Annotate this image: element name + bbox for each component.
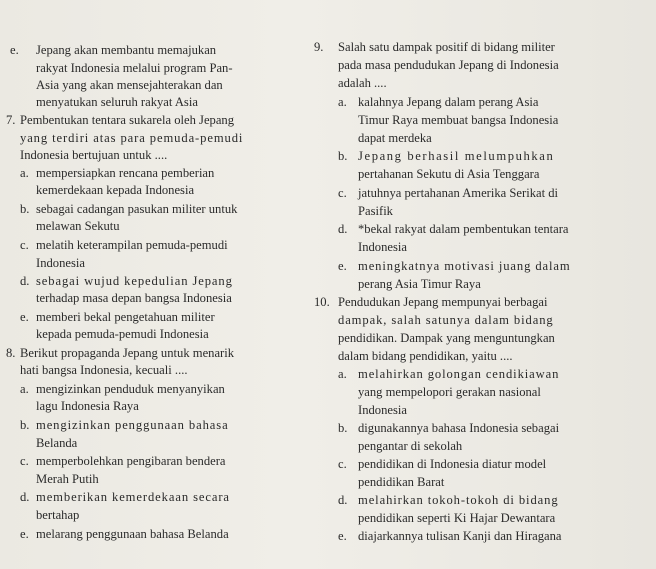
option-text: pertahanan Sekutu di Asia Tenggara [358, 167, 540, 181]
question-number: 7. [6, 113, 16, 127]
question-stem: Indonesia bertujuan untuk .... [20, 148, 168, 162]
option-text: perang Asia Timur Raya [358, 277, 481, 291]
question-number: 8. [6, 346, 16, 360]
option-text: memberi bekal pengetahuan militer [36, 310, 215, 324]
option-letter: d. [338, 222, 348, 236]
option-letter: d. [20, 490, 30, 504]
question-stem: hati bangsa Indonesia, kecuali .... [20, 363, 188, 377]
option-letter: a. [20, 382, 29, 396]
option-text: melahirkan tokoh-tokoh di bidang [358, 493, 559, 507]
option-letter: d. [338, 493, 348, 507]
option-text: pendidikan seperti Ki Hajar Dewantara [358, 511, 556, 525]
option-letter: c. [20, 454, 29, 468]
option-text: dapat merdeka [358, 131, 432, 145]
option-text: menyatukan seluruh rakyat Asia [36, 95, 198, 109]
question-stem: adalah .... [338, 76, 387, 90]
option-letter: a. [20, 166, 29, 180]
option-text: kepada pemuda-pemudi Indonesia [36, 327, 209, 341]
option-letter: e. [20, 310, 29, 324]
option-text: sebagai cadangan pasukan militer untuk [36, 202, 238, 216]
option-text: melatih keterampilan pemuda-pemudi [36, 238, 228, 252]
option-letter: e. [20, 527, 29, 541]
option-text: Pasifik [358, 204, 393, 218]
option-text: kalahnya Jepang dalam perang Asia [358, 95, 539, 109]
option-letter: e. [338, 529, 347, 543]
option-letter: b. [20, 418, 30, 432]
option-text: digunakannya bahasa Indonesia sebagai [358, 421, 560, 435]
option-text: memberikan kemerdekaan secara [36, 490, 230, 504]
option-text: diajarkannya tulisan Kanji dan Hiragana [358, 529, 562, 543]
question-stem: yang terdiri atas para pemuda-pemudi [20, 131, 244, 145]
option-text: melawan Sekutu [36, 219, 120, 233]
option-text: lagu Indonesia Raya [36, 399, 139, 413]
option-text: Asia yang akan mensejahterakan dan [36, 78, 223, 92]
option-text: Indonesia [358, 403, 407, 417]
option-letter: a. [338, 367, 347, 381]
option-text: mengizinkan penggunaan bahasa [36, 418, 229, 432]
question-stem: dalam bidang pendidikan, yaitu .... [338, 349, 513, 363]
option-text: Belanda [36, 436, 78, 450]
option-text: sebagai wujud kepedulian Jepang [36, 274, 233, 288]
option-text: mengizinkan penduduk menyanyikan [36, 382, 225, 396]
option-text: memperbolehkan pengibaran bendera [36, 454, 226, 468]
option-letter: c. [338, 186, 347, 200]
option-text: terhadap masa depan bangsa Indonesia [36, 291, 232, 305]
option-letter: b. [338, 421, 348, 435]
question-stem: Pembentukan tentara sukarela oleh Jepang [20, 113, 235, 127]
option-text: meningkatnya motivasi juang dalam [358, 259, 571, 273]
option-letter: c. [20, 238, 29, 252]
question-stem: pendidikan. Dampak yang menguntungkan [338, 331, 555, 345]
option-text: *bekal rakyat dalam pembentukan tentara [358, 222, 569, 236]
option-text: Indonesia [358, 240, 407, 254]
question-number: 9. [314, 40, 324, 54]
option-text: rakyat Indonesia melalui program Pan- [36, 61, 233, 75]
option-text: pendidikan Barat [358, 475, 445, 489]
option-letter: e. [338, 259, 347, 273]
question-stem: Berikut propaganda Jepang untuk menarik [20, 346, 235, 360]
question-stem: Pendudukan Jepang mempunyai berbagai [338, 295, 548, 309]
option-text: kemerdekaan kepada Indonesia [36, 183, 195, 197]
option-text: bertahap [36, 508, 80, 522]
option-letter: e. [10, 43, 19, 57]
option-text: Merah Putih [36, 472, 99, 486]
option-text: pengantar di sekolah [358, 439, 463, 453]
option-text: Indonesia [36, 256, 85, 270]
option-text: Jepang akan membantu memajukan [36, 43, 217, 57]
question-number: 10. [314, 295, 330, 309]
option-text: pendidikan di Indonesia diatur model [358, 457, 547, 471]
option-text: jatuhnya pertahanan Amerika Serikat di [358, 186, 559, 200]
option-text: Timur Raya membuat bangsa Indonesia [358, 113, 559, 127]
option-text: melarang penggunaan bahasa Belanda [36, 527, 229, 541]
option-letter: b. [338, 149, 348, 163]
question-stem: dampak, salah satunya dalam bidang [338, 313, 554, 327]
option-letter: a. [338, 95, 347, 109]
option-letter: d. [20, 274, 30, 288]
question-stem: Salah satu dampak positif di bidang militer [338, 40, 555, 54]
option-letter: c. [338, 457, 347, 471]
option-text: mempersiapkan rencana pemberian [36, 166, 215, 180]
question-stem: pada masa pendudukan Jepang di Indonesia [338, 58, 559, 72]
option-text: yang mempelopori gerakan nasional [358, 385, 541, 399]
option-text: melahirkan golongan cendikiawan [358, 367, 560, 381]
option-text: Jepang berhasil melumpuhkan [358, 149, 555, 163]
option-letter: b. [20, 202, 30, 216]
